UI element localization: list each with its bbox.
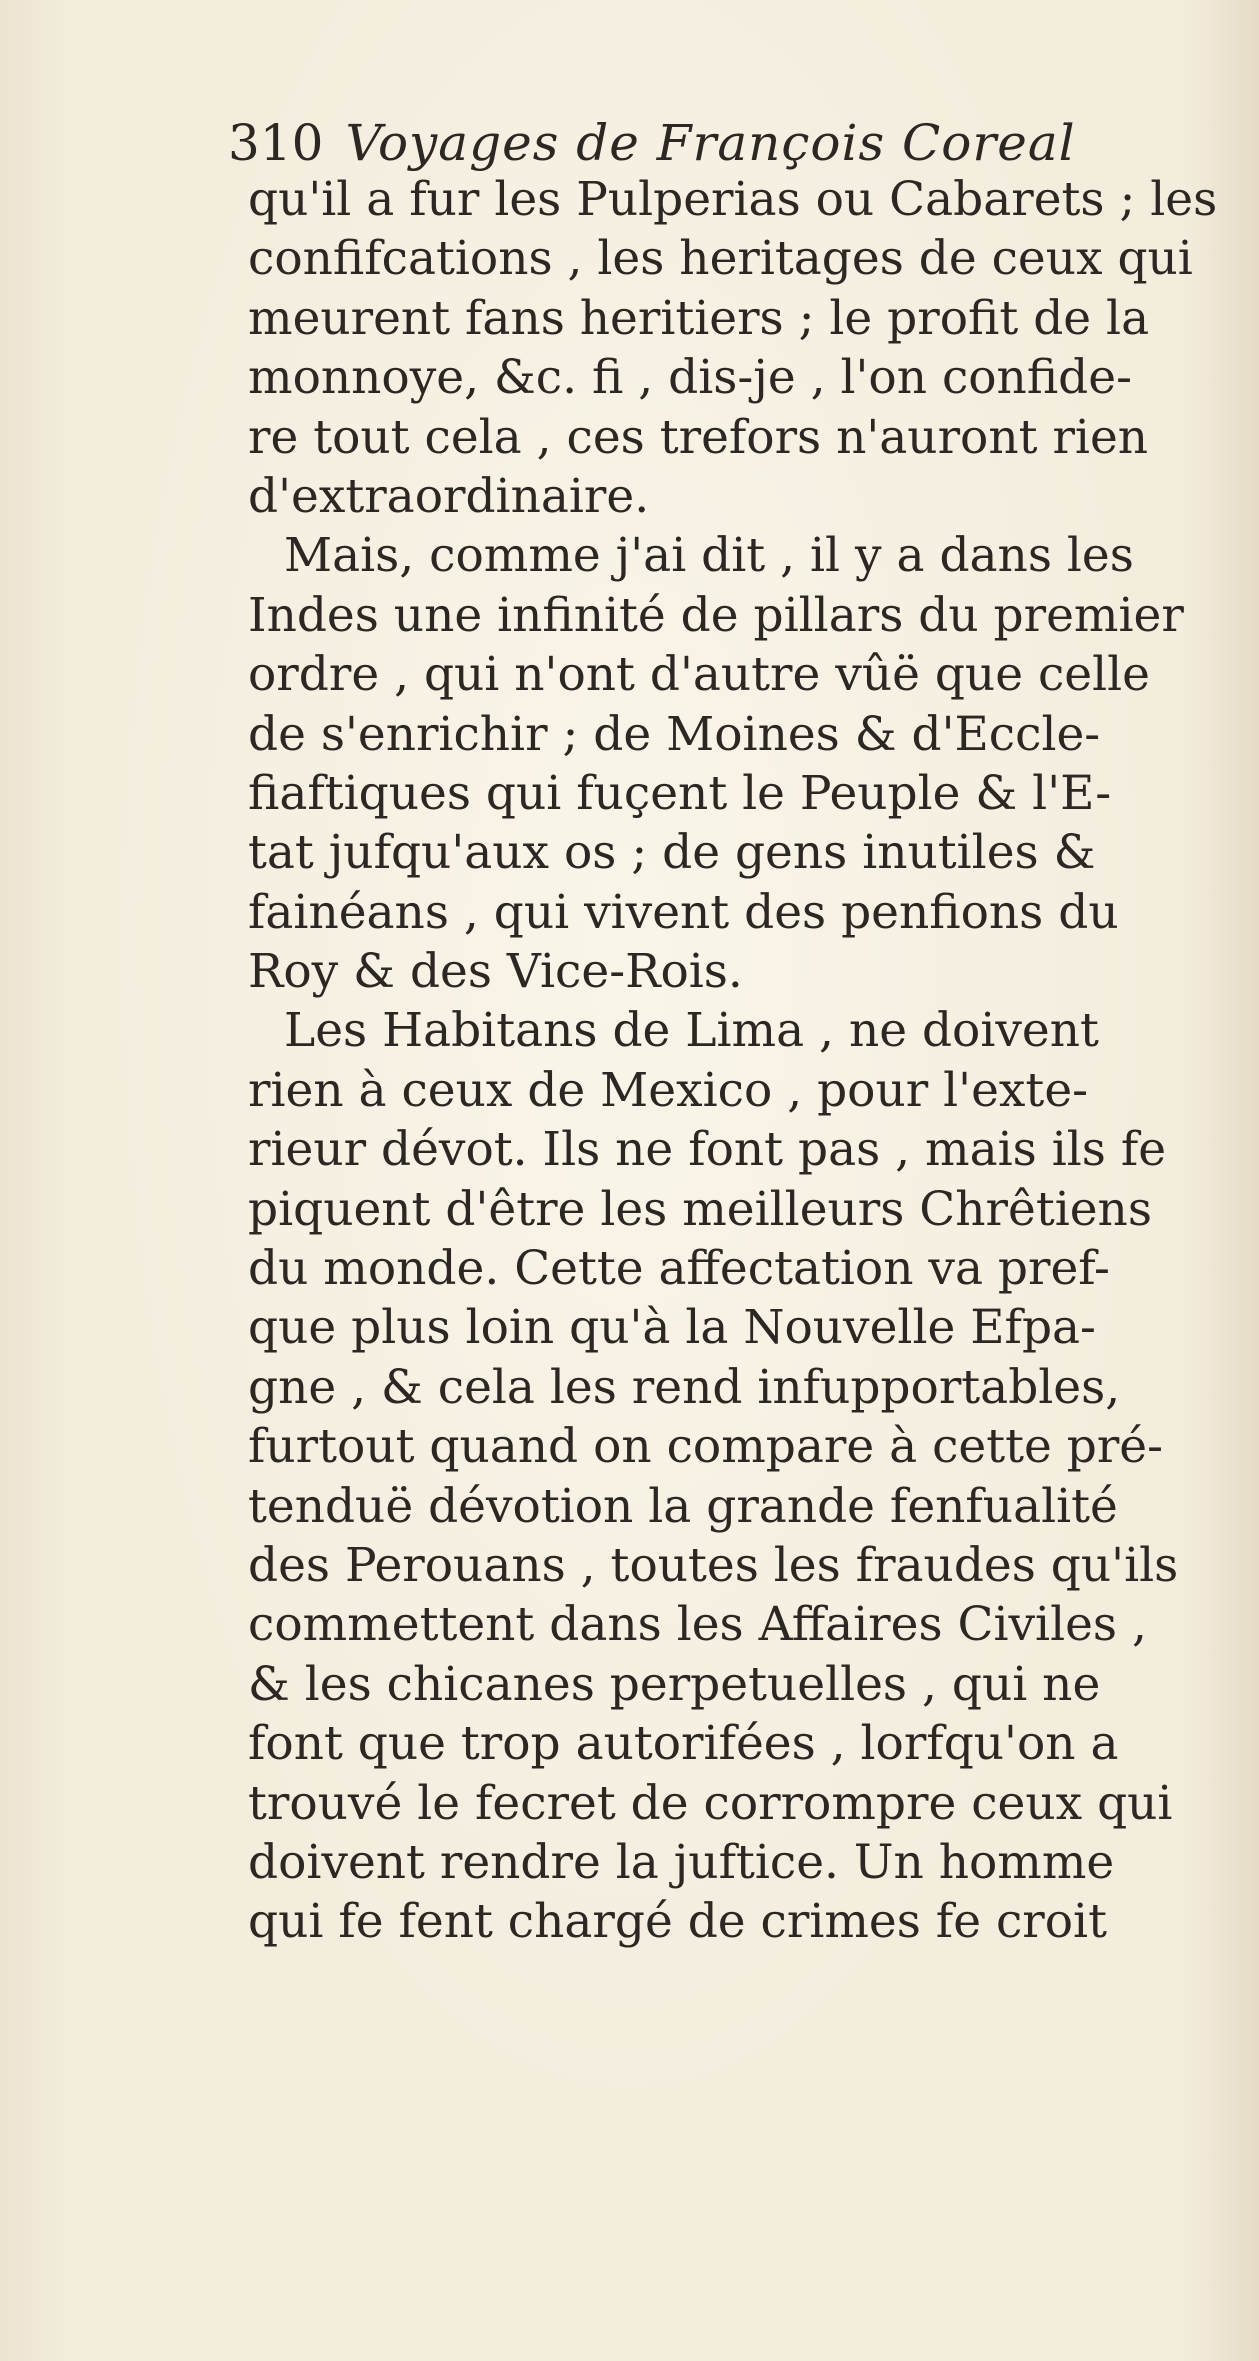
text-line: fainéans , qui vivent des penfions du <box>248 884 1119 940</box>
text-line: rien à ceux de Mexico , pour l'exte- <box>248 1062 1089 1118</box>
text-line: confifcations , les heritages de ceux qui <box>248 231 1193 287</box>
text-line: qu'il a fur les Pulperias ou Cabarets ; les <box>248 172 1218 227</box>
text-line: furtout quand on compare à cette pré- <box>248 1419 1163 1475</box>
text-line: Les Habitans de Lima , ne doivent <box>284 1003 1099 1059</box>
text-line: du monde. Cette affectation va pref- <box>248 1241 1110 1297</box>
body-text <box>248 170 1258 1952</box>
text-line: gne , & cela les rend infupportables, <box>248 1359 1121 1415</box>
text-line: des Perouans , toutes les fraudes qu'ils <box>248 1537 1179 1593</box>
text-line: font que trop autorifées , lorfqu'on a <box>248 1716 1119 1772</box>
text-line: Roy & des Vice-Rois. <box>248 944 743 1000</box>
text-line: Mais, comme j'ai dit , il y a dans les <box>284 528 1134 584</box>
text-line: Indes une infinité de pillars du premier <box>248 587 1184 643</box>
text-line: qui fe fent chargé de crimes fe croit <box>248 1894 1107 1950</box>
text-line: que plus loin qu'à la Nouvelle Efpa- <box>248 1300 1096 1356</box>
page-number: 310 <box>228 114 324 172</box>
text-line: tat jufqu'aux os ; de gens inutiles & <box>248 825 1096 881</box>
text-line: ordre , qui n'ont d'autre vûë que celle <box>248 647 1150 703</box>
text-line: tenduë dévotion la grande fenfualité <box>248 1478 1118 1534</box>
text-line: re tout cela , ces trefors n'auront rien <box>248 409 1149 465</box>
text-line: doivent rendre la juftice. Un homme <box>248 1834 1115 1890</box>
text-line: piquent d'être les meilleurs Chrêtiens <box>248 1181 1152 1237</box>
text-line: rieur dévot. Ils ne font pas , mais ils fe <box>248 1122 1167 1178</box>
text-line: d'extraordinaire. <box>248 468 650 524</box>
text-line: commettent dans les Affaires Civiles , <box>248 1597 1147 1653</box>
running-head <box>228 112 1076 174</box>
text-line: trouvé le fecret de corrompre ceux qui <box>248 1775 1173 1831</box>
text-line: fiaftiques qui fuçent le Peuple & l'E- <box>248 765 1112 821</box>
text-line: de s'enrichir ; de Moines & d'Eccle- <box>248 706 1101 762</box>
text-line: & les chicanes perpetuelles , qui ne <box>248 1656 1101 1712</box>
text-line: meurent fans heritiers ; le profit de la <box>248 290 1150 346</box>
running-title: Voyages de François Coreal <box>345 114 1076 172</box>
text-line: monnoye, &c. fi , dis-je , l'on confide- <box>248 350 1132 406</box>
